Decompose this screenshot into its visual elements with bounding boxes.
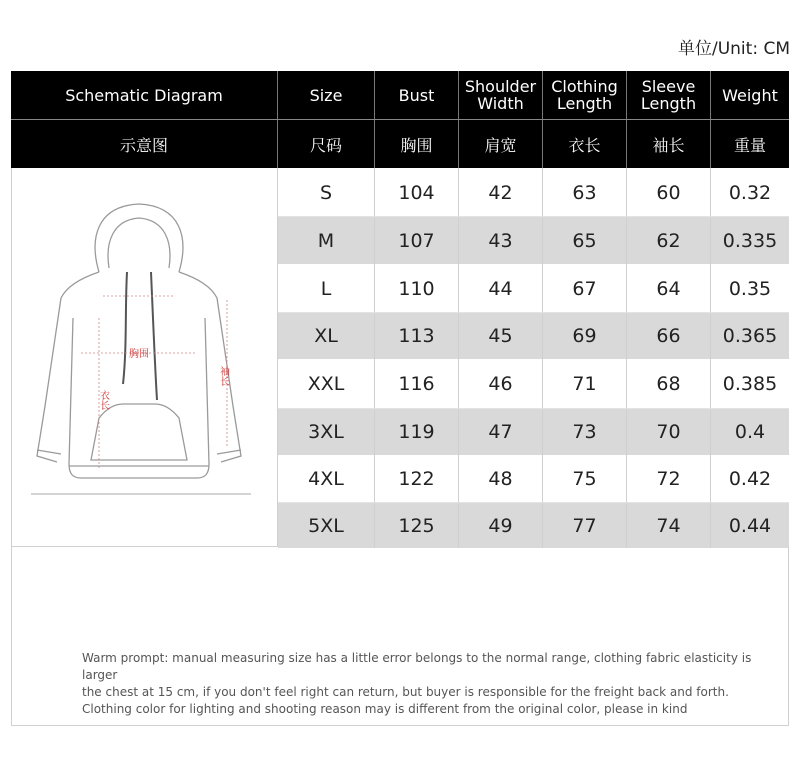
sleeve-cell: 66 [627,313,711,359]
header-bust-cn: 胸围 [375,120,459,168]
shoulder-cell: 44 [459,264,543,313]
table-header [11,71,789,168]
length-label: 衣长 [97,390,109,410]
table-row [278,264,789,313]
bust-label: 胸围 [129,349,149,360]
size-cell: 4XL [278,455,375,503]
table-row [278,409,789,455]
hoodie-sketch-icon [11,168,277,546]
note-line: Clothing color for lighting and shooting reason may is different from the original color, please in kind [82,702,688,716]
sleeve-cell: 74 [627,503,711,548]
header-shoulder-cn: 肩宽 [459,120,543,168]
header-size-cn: 尺码 [278,120,375,168]
shoulder-cell: 45 [459,313,543,359]
table-row [278,359,789,409]
weight-cell: 0.35 [728,277,772,300]
size-cell: XL [278,313,375,359]
table-row [278,168,789,217]
size-cell: 3XL [278,409,375,455]
sleeve-cell: 68 [627,359,711,409]
note-line: Warm prompt: manual measuring size has a little error belongs to the normal range, clothing fabric elasticity is larger [82,651,752,682]
header-weight-cn: 重量 [733,135,766,155]
weight-cell: 0.32 [728,181,772,204]
shoulder-cell: 43 [459,217,543,264]
weight-cell: 0.385 [722,373,778,395]
bust-cell: 125 [375,503,459,548]
length-cell: 67 [543,264,627,313]
shoulder-cell: 49 [459,503,543,548]
shoulder-cell: 48 [459,455,543,503]
sleeve-cell: 64 [627,264,711,313]
shoulder-cell: 46 [459,359,543,409]
header-shoulder-en: Shoulder Width [459,71,543,119]
hoodie-diagram [11,168,278,547]
table-row [278,217,789,264]
bust-cell: 119 [375,409,459,455]
length-cell: 63 [543,168,627,217]
size-cell: S [278,168,375,217]
size-cell: 5XL [278,503,375,548]
sleeve-cell: 60 [627,168,711,217]
weight-cell: 0.4 [734,421,766,443]
bust-cell: 113 [375,313,459,359]
weight-cell: 0.365 [722,325,778,347]
table-row [278,503,789,548]
size-cell: L [278,264,375,313]
bust-cell: 110 [375,264,459,313]
weight-cell: 0.335 [722,229,778,252]
note-line: the chest at 15 cm, if you don't feel right can return, but buyer is responsible for the freight back and forth. [82,685,729,699]
length-cell: 73 [543,409,627,455]
header-sleeve-cn: 袖长 [627,120,711,168]
header-weight-en: Weight [722,85,778,105]
header-bust-en: Bust [375,71,459,119]
bust-cell: 122 [375,455,459,503]
header-size-en: Size [278,71,375,119]
shoulder-cell: 42 [459,168,543,217]
sleeve-cell: 70 [627,409,711,455]
header-schematic-en: Schematic Diagram [11,71,278,119]
bust-cell: 104 [375,168,459,217]
header-length-cn: 衣长 [543,120,627,168]
unit-label: 单位/Unit: CM [677,39,790,59]
sleeve-label: 袖长 [217,366,229,386]
table-row [278,455,789,503]
warm-prompt-note [82,650,772,718]
length-cell: 77 [543,503,627,548]
length-cell: 71 [543,359,627,409]
header-length-en: Clothing Length [543,71,627,119]
table-row [278,313,789,359]
length-cell: 75 [543,455,627,503]
size-cell: M [278,217,375,264]
length-cell: 65 [543,217,627,264]
shoulder-cell: 47 [459,409,543,455]
bust-cell: 107 [375,217,459,264]
sleeve-cell: 62 [627,217,711,264]
sleeve-cell: 72 [627,455,711,503]
bust-cell: 116 [375,359,459,409]
length-cell: 69 [543,313,627,359]
weight-cell: 0.44 [728,514,772,537]
size-cell: XXL [278,359,375,409]
header-sleeve-en: Sleeve Length [627,71,711,119]
header-schematic-cn: 示意图 [11,120,278,168]
weight-cell: 0.42 [728,468,772,490]
